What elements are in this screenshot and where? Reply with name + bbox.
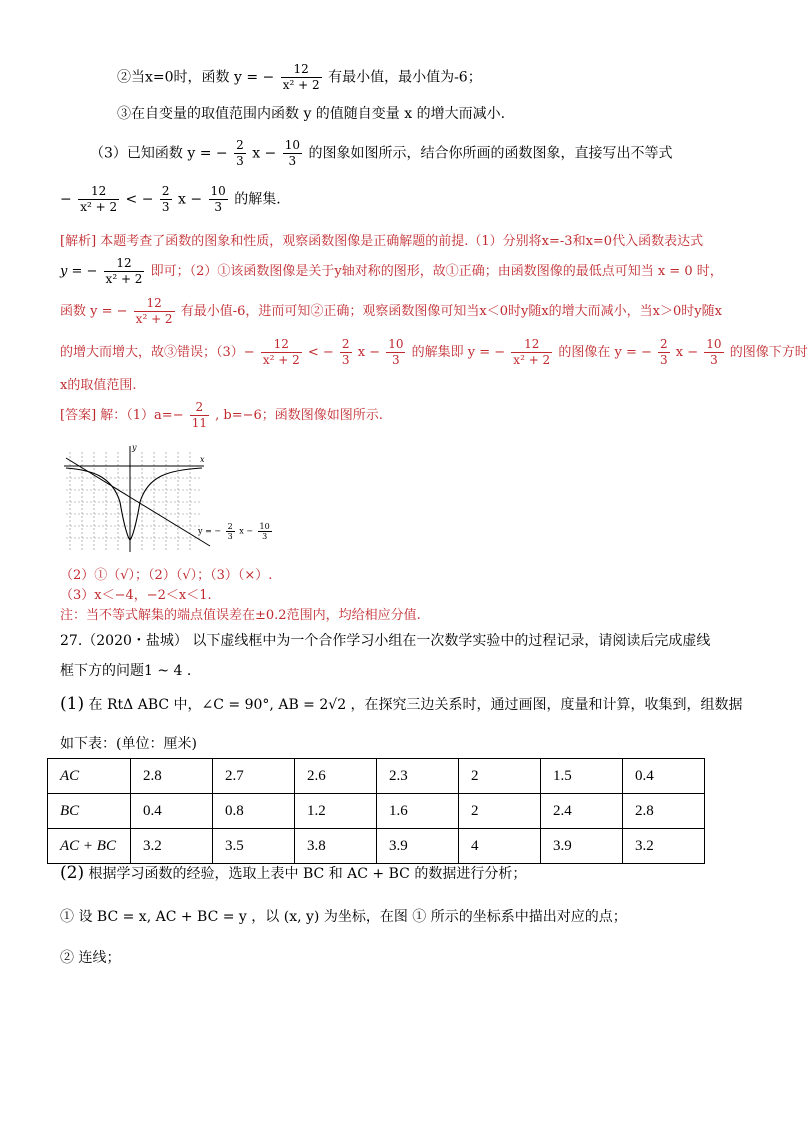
answer-line-1: [答案] 解：（1）a=− $\frac{2}{11}$ , b=−6；函数图像如图所示. bbox=[60, 400, 383, 430]
fraction: $\frac{12}{\text{x² + 2}}$ bbox=[135, 296, 173, 326]
question-3-inequality: − $\frac{12}{\text{x² + 2}}$ < − $\frac{2}{3}$ x − $\frac{10}{3}$ 的解集. bbox=[60, 184, 281, 214]
intro-line-1-prefix: ②当x=0时，函数 y = − bbox=[117, 69, 275, 86]
part-1-line-2: 如下表：(单位：厘米) bbox=[60, 736, 197, 752]
graph-line-label: y = − $\frac{2}{3}$ x − $\frac{10}{3}$ bbox=[198, 522, 270, 541]
part-2-line: (2) 根据学习函数的经验，选取上表中 BC 和 AC + BC 的数据进行分析； bbox=[60, 863, 527, 883]
analysis-line-3: 函数 y = − $\frac{12}{\text{x² + 2}}$ 有最小值-6，进而可知②正确；观察函数图像可知当x＜0时y随x的增大而减小，当x＞0时y随x bbox=[60, 296, 722, 326]
table-row: BC 0.4 0.8 1.2 1.6 2 2.4 2.8 bbox=[48, 794, 705, 829]
answer-line-3: （3）x＜−4，−2＜x＜1. bbox=[60, 588, 212, 603]
step-1-line: ① 设 BC = x, AC + BC = y ，以 (x, y) 为坐标，在图 ① 所示的坐标系中描出对应的点； bbox=[60, 909, 627, 925]
question-27-line-2: 框下方的问题1 ~ 4 . bbox=[60, 663, 192, 679]
table-row: AC + BC 3.2 3.5 3.8 3.9 4 3.9 3.2 bbox=[48, 829, 705, 864]
step-2-line: ② 连线； bbox=[60, 950, 121, 966]
fraction: $\frac{12}{\text{x² + 2}}$ bbox=[282, 62, 320, 92]
fraction: $\frac{12}{\text{x² + 2}}$ bbox=[262, 337, 300, 367]
y-axis-label: y bbox=[132, 443, 137, 452]
answer-note: 注：当不等式解集的端点值误差在±0.2范围内，均给相应分值. bbox=[60, 608, 421, 623]
fraction: $\frac{2}{3}$ bbox=[161, 184, 170, 214]
table-row: AC 2.8 2.7 2.6 2.3 2 1.5 0.4 bbox=[48, 759, 705, 794]
analysis-line-5: x的取值范围. bbox=[60, 378, 137, 393]
fraction: $\frac{10}{3}$ bbox=[284, 138, 300, 168]
fraction: $\frac{2}{3}$ bbox=[341, 337, 350, 367]
intro-line-2: ③在自变量的取值范围内函数 y 的值随自变量 x 的增大而减小. bbox=[117, 106, 506, 122]
part-1-line-1: (1) 在 RtΔ ABC 中，∠C = 90°, AB = 2√2 ，在探究三边关系时，通过画图，度量和计算，收集到，组数据 bbox=[60, 694, 743, 714]
fraction: $\frac{2}{3}$ bbox=[236, 138, 244, 168]
fraction: $\frac{10}{3}$ bbox=[706, 337, 722, 367]
x-axis-label: x bbox=[200, 455, 205, 464]
fraction: $\frac{10}{3}$ bbox=[388, 337, 404, 367]
intro-line-1 bbox=[117, 62, 482, 93]
question-3-line-1: （3）已知函数 y = − $\frac{2}{3}$ x − $\frac{10}{3}$ 的图象如图所示，结合你所画的函数图象，直接写出不等式 bbox=[90, 138, 673, 168]
fraction: $\frac{10}{3}$ bbox=[210, 184, 226, 214]
fraction: $\frac{2}{3}$ bbox=[227, 522, 233, 541]
fraction: $\frac{2}{11}$ bbox=[191, 400, 208, 430]
fraction: $\frac{12}{\text{x² + 2}}$ bbox=[80, 184, 118, 214]
analysis-line-1: [解析] 本题考查了函数的图象和性质，观察函数图像是正确解题的前提.（1）分别将x=-3和x=0代入函数表达式 bbox=[60, 234, 704, 249]
data-table bbox=[47, 758, 705, 864]
answer-line-2: （2）①（√）；（2）（√）；（3）（×）. bbox=[60, 568, 273, 583]
analysis-line-2: y = − $\frac{12}{\text{x² + 2}}$ 即可；（2）①该函数图像是关于y轴对称的图形，故①正确；由函数图像的最低点可知当 x = 0 时， bbox=[60, 256, 723, 286]
fraction: $\frac{12}{\text{x² + 2}}$ bbox=[105, 256, 143, 286]
fraction: $\frac{2}{3}$ bbox=[660, 337, 668, 367]
fraction: $\frac{12}{\text{x² + 2}}$ bbox=[513, 337, 551, 367]
question-27-line-1: 27.（2020・盐城） 以下虚线框中为一个合作学习小组在一次数学实验中的过程记录，请阅读后完成虚线 bbox=[60, 633, 711, 649]
fraction: $\frac{10}{3}$ bbox=[259, 522, 270, 541]
analysis-line-4: 的增大而增大，故③错误；（3）− $\frac{12}{\text{x² + 2}}$ < − $\frac{2}{3}$ x − $\frac{10}{3}$ 的解集即 y = − $\frac{12}{\text{x² + 2}}$ 的图像在 y = − $\frac{2}{3}$ x − $\frac{10}{3}$ 的图像下方时 bbox=[60, 337, 808, 367]
intro-line-1-suffix: 有最小值，最小值为-6； bbox=[328, 69, 482, 86]
